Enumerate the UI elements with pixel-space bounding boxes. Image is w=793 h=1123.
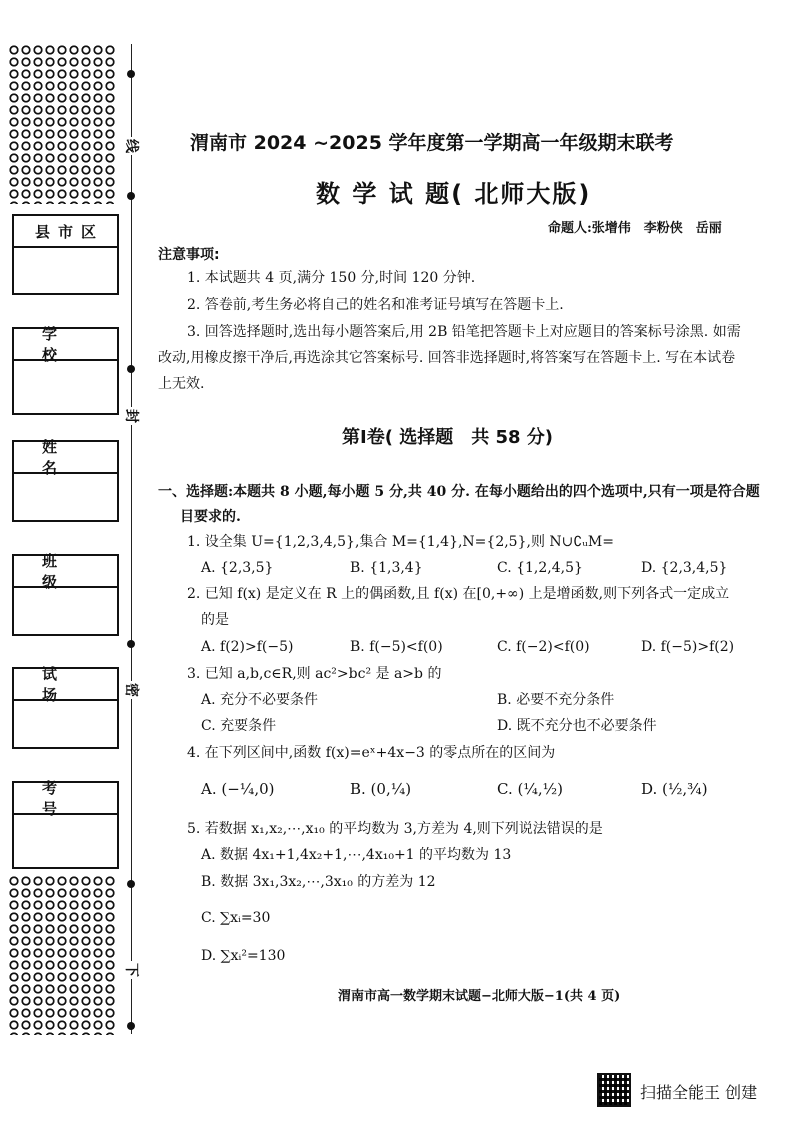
section-instruction: 一、选择题:本题共 8 小题,每小题 5 分,共 40 分. 在每小题给出的四个选项中,只有一项是符合题 [158, 484, 760, 500]
section-instruction: 目要求的. [180, 509, 241, 525]
exam-room-field[interactable] [12, 667, 119, 749]
class-label: 班级 [14, 556, 117, 588]
margin-label-feng: 封 [122, 407, 142, 425]
option: A. 数据 4x₁+1,4x₂+1,⋯,4x₁₀+1 的平均数为 13 [201, 847, 512, 863]
option: B. f(−5)<f(0) [350, 639, 443, 655]
option: D. (½,¾) [641, 780, 708, 798]
margin-label-mi: 密 [122, 681, 142, 699]
notice-item: 3. 回答选择题时,选出每小题答案后,用 2B 铅笔把答题卡上对应题目的答案标号涂黑. 如需 [187, 324, 741, 340]
notice-item: 1. 本试题共 4 页,满分 150 分,时间 120 分钟. [187, 270, 476, 286]
margin-label-xia: 下 [122, 961, 142, 979]
exam-number-field[interactable] [12, 781, 119, 869]
question-stem: 5. 若数据 x₁,x₂,⋯,x₁₀ 的平均数为 3,方差为 4,则下列说法错误的是 [187, 821, 603, 837]
exam-room-input-area[interactable] [14, 701, 117, 747]
option: D. 既不充分也不必要条件 [497, 718, 657, 734]
binding-dot [127, 365, 135, 373]
question-stem-cont: 的是 [201, 612, 229, 628]
county-field[interactable] [12, 214, 119, 295]
question-stem: 1. 设全集 U={1,2,3,4,5},集合 M={1,4},N={2,5},则 N∪∁ᵤM= [187, 534, 614, 550]
option: D. {2,3,4,5} [641, 560, 728, 576]
page-footer: 渭南市高一数学期末试题−北师大版−1(共 4 页) [338, 989, 621, 1004]
bottom-dot-pattern [8, 875, 116, 1035]
option: C. 充要条件 [201, 718, 277, 734]
county-input-area[interactable] [14, 248, 117, 293]
option: C. {1,2,4,5} [497, 560, 583, 576]
binding-dot [127, 640, 135, 648]
question-stem: 2. 已知 f(x) 是定义在 R 上的偶函数,且 f(x) 在[0,+∞) 上是增函数,则下列各式一定成立 [187, 586, 730, 602]
qr-code-icon [597, 1073, 631, 1107]
exam-number-input-area[interactable] [14, 815, 117, 867]
section-title: 第Ⅰ卷( 选择题 共 58 分) [342, 427, 553, 448]
exam-number-label: 考号 [14, 783, 117, 815]
binding-dot [127, 1022, 135, 1030]
option: B. 数据 3x₁,3x₂,⋯,3x₁₀ 的方差为 12 [201, 874, 436, 890]
school-field[interactable] [12, 327, 119, 415]
name-label: 姓名 [14, 442, 117, 474]
option: D. ∑xᵢ²=130 [201, 948, 286, 964]
exam-room-label: 试场 [14, 669, 117, 701]
class-input-area[interactable] [14, 588, 117, 634]
binding-dot [127, 880, 135, 888]
name-field[interactable] [12, 440, 119, 522]
option: A. (−¼,0) [201, 780, 275, 798]
school-input-area[interactable] [14, 361, 117, 413]
option: A. {2,3,5} [201, 560, 274, 576]
county-label: 县市区 [14, 216, 117, 248]
scanner-watermark: 扫描全能王 创建 [640, 1083, 758, 1102]
option: D. f(−5)>f(2) [641, 639, 735, 655]
question-stem: 3. 已知 a,b,c∈R,则 ac²>bc² 是 a>b 的 [187, 666, 442, 682]
option: B. 必要不充分条件 [497, 692, 615, 708]
exam-title: 渭南市 2024 ~2025 学年度第一学期高一年级期末联考 [190, 132, 674, 154]
school-label: 学校 [14, 329, 117, 361]
name-input-area[interactable] [14, 474, 117, 520]
option: A. 充分不必要条件 [201, 692, 319, 708]
question-stem: 4. 在下列区间中,函数 f(x)=eˣ+4x−3 的零点所在的区间为 [187, 745, 556, 761]
notice-item: 改动,用橡皮擦干净后,再选涂其它答案标号. 回答非选择题时,将答案写在答题卡上. 写在本试卷 [158, 350, 736, 366]
binding-dot [127, 70, 135, 78]
option: B. (0,¼) [350, 780, 412, 798]
class-field[interactable] [12, 554, 119, 636]
option: C. f(−2)<f(0) [497, 639, 590, 655]
notice-heading: 注意事项: [158, 247, 220, 263]
option: C. (¼,½) [497, 780, 564, 798]
margin-label-xian: 线 [122, 137, 142, 155]
option: C. ∑xᵢ=30 [201, 910, 271, 926]
exam-subtitle: 数 学 试 题( 北师大版) [316, 180, 592, 208]
option: B. {1,3,4} [350, 560, 423, 576]
binding-dot [127, 192, 135, 200]
top-dot-pattern [8, 44, 116, 204]
notice-item: 上无效. [158, 376, 205, 392]
option: A. f(2)>f(−5) [201, 639, 294, 655]
notice-item: 2. 答卷前,考生务必将自己的姓名和准考证号填写在答题卡上. [187, 297, 564, 313]
authors: 命题人:张增伟 李粉侠 岳丽 [548, 221, 722, 236]
